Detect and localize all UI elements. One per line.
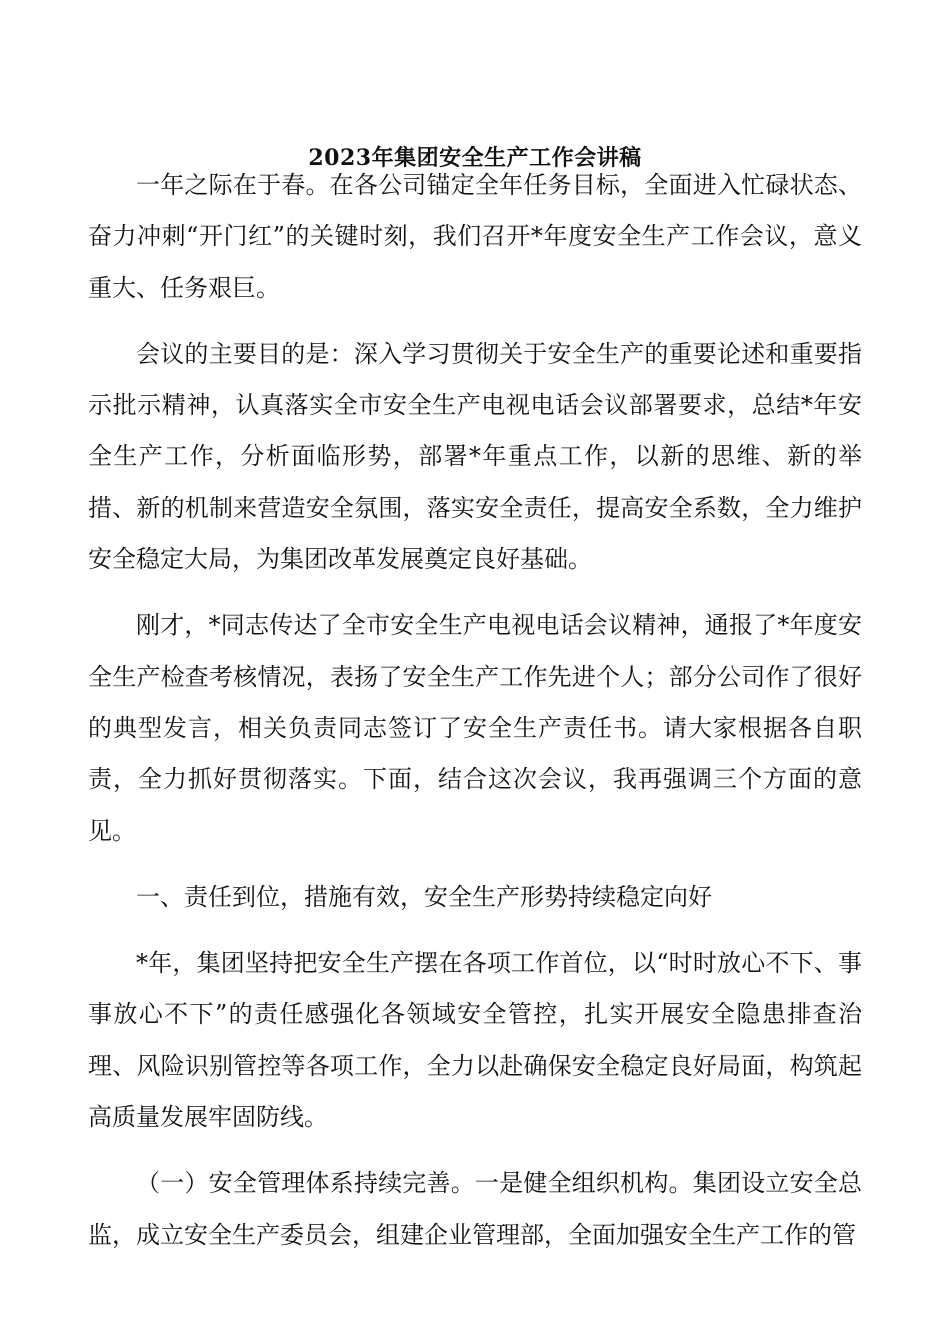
document-body [88,160,862,1261]
subsection-1: （一）安全管理体系持续完善。一是健全组织机构。集团设立安全总监，成立安全生产委员会，组建企业管理部，全面加强安全生产工作的管 [88,1169,862,1249]
document-title: 2023年集团安全生产工作会讲稿 [308,145,642,171]
paragraph-summary: 刚才，*同志传达了全市安全生产电视电话会议精神，通报了*年度安全生产检查考核情况，表扬了安全生产工作先进个人；部分公司作了很好的典型发言，相关负责同志签订了安全生产责任书。请大家根据各自职责，全力抓好贯彻落实。下面，结合这次会议，我再强调三个方面的意见。 [88,611,862,845]
paragraph-review: *年，集团坚持把安全生产摆在各项工作首位，以“时时放心不下、事事放心不下”的责任感强化各领域安全管控，扎实开展安全隐患排查治理、风险识别管控等各项工作，全力以赴确保安全稳定良好局面，构筑起高质量发展牢固防线。 [88,949,862,1132]
paragraph-purpose: 会议的主要目的是：深入学习贯彻关于安全生产的重要论述和重要指示批示精神，认真落实全市安全生产电视电话会议部署要求，总结*年安全生产工作，分析面临形势，部署*年重点工作，以新的思维、新的举措、新的机制来营造安全氛围，落实安全责任，提高安全系数，全力维护安全稳定大局，为集团改革发展奠定良好基础。 [88,339,862,574]
section-heading-1: 一、责任到位，措施有效，安全生产形势持续稳定向好 [136,882,712,911]
paragraph-intro: 一年之际在于春。在各公司锚定全年任务目标，全面进入忙碌状态、奋力冲刺“开门红”的关键时刻，我们召开*年度安全生产工作会议，意义重大、任务艰巨。 [88,171,862,302]
